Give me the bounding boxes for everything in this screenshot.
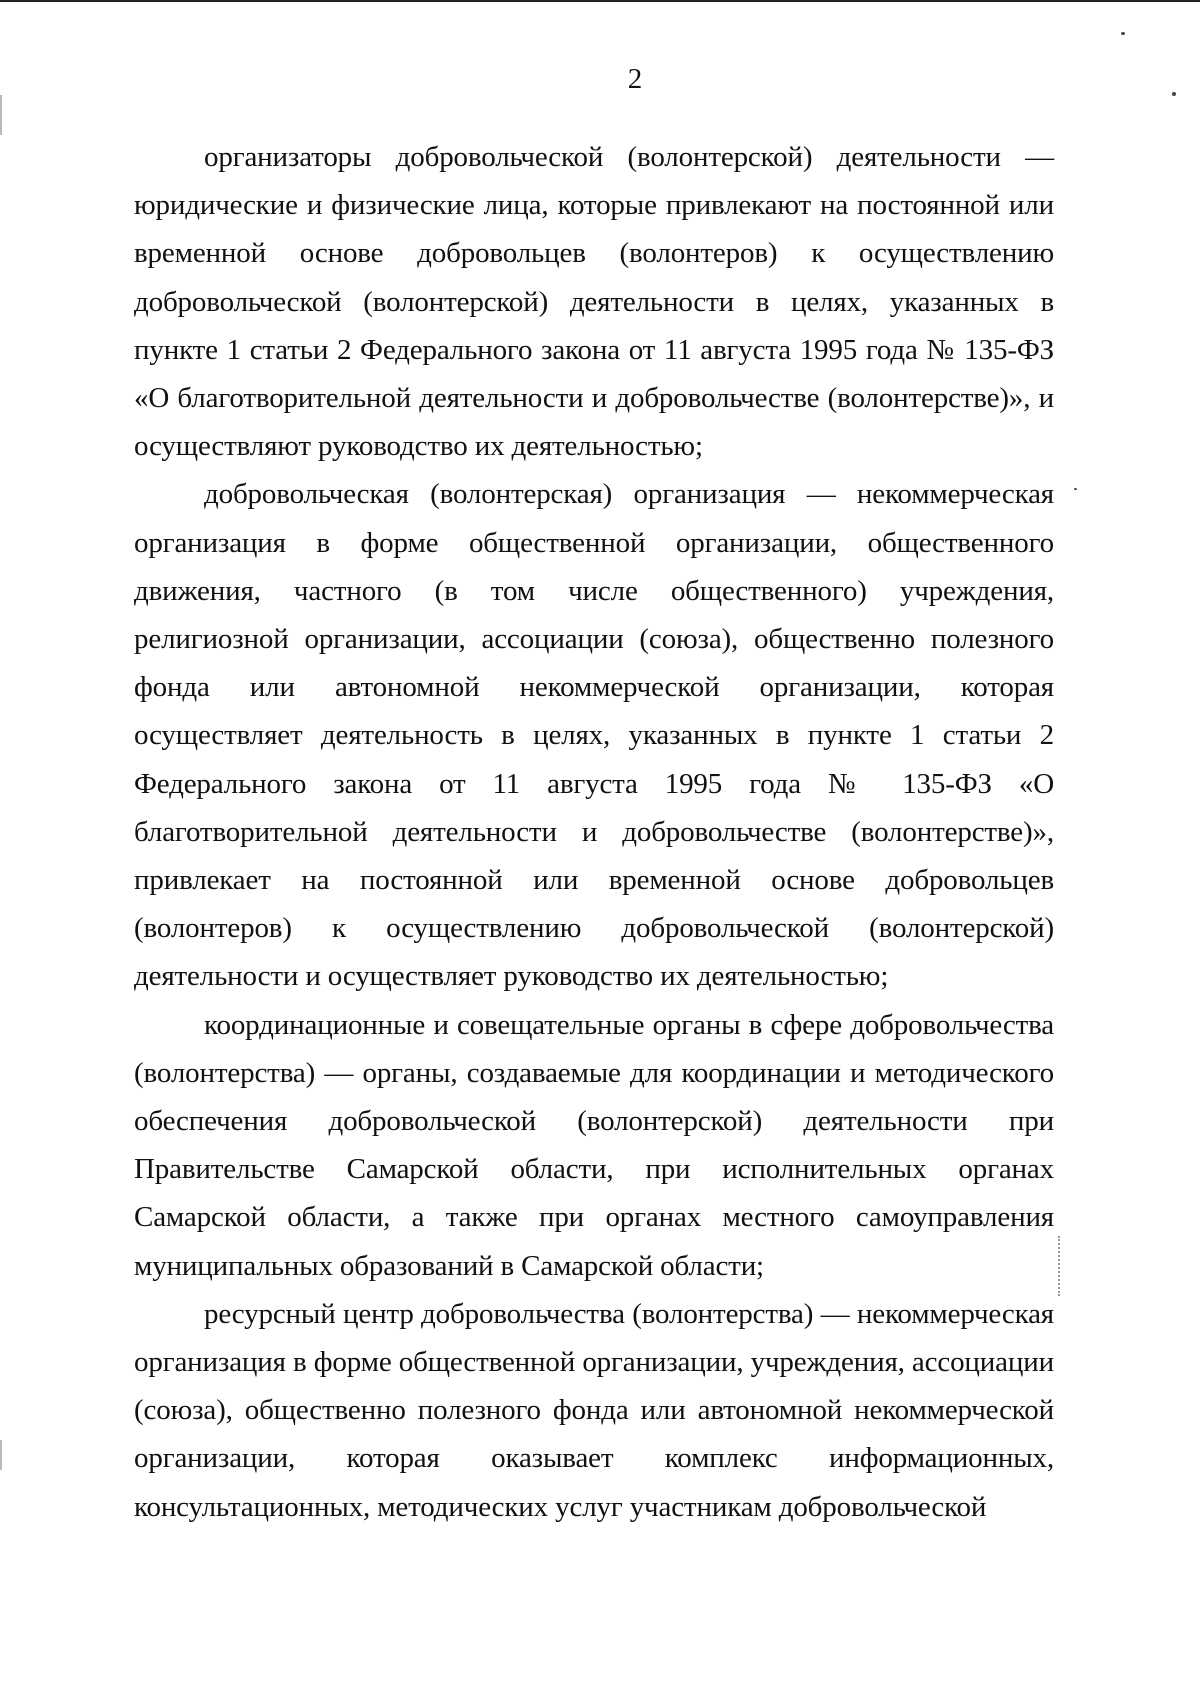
scan-top-edge [0, 0, 1200, 2]
scan-dotted-mark [1058, 1236, 1062, 1296]
page-number: 2 [627, 63, 643, 95]
scan-left-edge [0, 95, 2, 135]
definition-paragraph-coordination-bodies: координационные и совещательные органы в сфере добровольчества (волонтерства) — органы, создаваемые для координации и методического обеспечения добровольческой (волонтерской) деятельности при Правительстве Самарской области, при исполнительных органах Самарской области, а также при органах местного самоуправления муниципальных образований в Самарской области; [134, 1008, 1054, 1282]
scan-speck [1121, 32, 1125, 35]
document-body [134, 133, 1054, 1531]
definition-paragraph-volunteer-organization: добровольческая (волонтерская) организация — некоммерческая организация в форме общественной организации, общественного движения, частного (в том числе общественного) учреждения, религиозной организации, ассоциации (союза), общественно полезного фонда или автономной некоммерческой организации, которая осуществляет деятельность в целях, указанных в пункте 1 статьи 2 Федерального закона от 11 августа 1995 года № 135-ФЗ «О благотворительной деятельности и добровольчестве (волонтерстве)», привлекает на постоянной или временной основе добровольцев (волонтеров) к осуществлению добровольческой (волонтерской) деятельности и осуществляет руководство их деятельностью; [134, 478, 1054, 993]
scan-left-edge [0, 1440, 2, 1470]
scan-speck [1172, 92, 1176, 96]
definition-paragraph-resource-center: ресурсный центр добровольчества (волонтерства) — некоммерческая организация в форме общественной организации, учреждения, ассоциации (союза), общественно полезного фонда или автономной некоммерческой организации, которая оказывает комплекс информационных, консультационных, методических услуг участникам добровольческой [134, 1297, 1054, 1523]
definition-paragraph-organizers: организаторы добровольческой (волонтерской) деятельности — юридические и физические лица, которые привлекают на постоянной или временной основе добровольцев (волонтеров) к осуществлению добровольческой (волонтерской) деятельности в целях, указанных в пункте 1 статьи 2 Федерального закона от 11 августа 1995 года № 135-ФЗ «О благотворительной деятельности и добровольчестве (волонтерстве)», и осуществляют руководство их деятельностью; [134, 141, 1054, 463]
scan-speck [1074, 488, 1077, 490]
